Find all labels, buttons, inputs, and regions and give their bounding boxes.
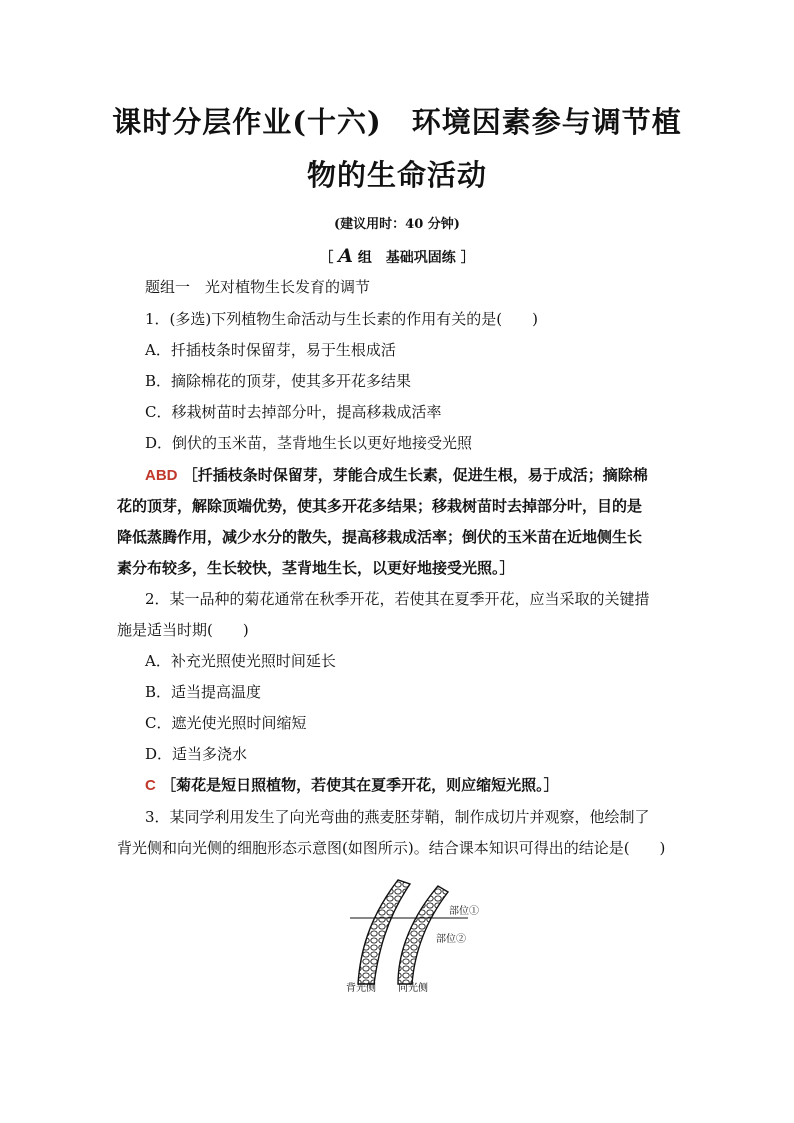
page-title-line1: 课时分层作业(十六) 环境因素参与调节植: [112, 105, 682, 139]
figure-label-part2: 部位②: [436, 934, 466, 945]
figure-label-lit-side: 向光侧: [398, 983, 428, 994]
coleoptile-cell-figure: [338, 874, 498, 1004]
q2-option-d: D．适当多浇水: [145, 745, 248, 763]
q2-explanation: ［菊花是短日照植物，若使其在夏季开花，则应缩短光照。］: [161, 776, 559, 794]
q1-explanation-line4: 素分布较多，生长较快，茎背地生长，以更好地接受光照。］: [117, 559, 515, 577]
q1-answer: [145, 460, 715, 491]
q2-option-b: B．适当提高温度: [145, 683, 262, 701]
q2-option-c: C．遮光使光照时间缩短: [145, 714, 307, 732]
q2-option-a: A．补充光照使光照时间延长: [145, 652, 336, 670]
section-heading: 题组一 光对植物生长发育的调节: [145, 278, 371, 296]
q1-option-a: A．扦插枝条时保留芽，易于生根成活: [145, 341, 396, 359]
figure-label-part1: 部位①: [449, 906, 479, 917]
q2-answer: [145, 770, 715, 801]
q1-explanation-line3: 降低蒸腾作用，减少水分的散失，提高移栽成活率；倒伏的玉米苗在近地侧生长: [117, 528, 643, 546]
q1-option-d: D．倒伏的玉米苗，茎背地生长以更好地接受光照: [145, 434, 473, 452]
page-title-line2: 物的生命活动: [306, 158, 487, 192]
group-name: 组 基础巩固练: [357, 250, 456, 266]
group-letter: A: [338, 245, 353, 267]
bracket-right: ］: [460, 250, 475, 266]
q1-explanation-line2: 花的顶芽，解除顶端优势，使其多开花多结果；移栽树苗时去掉部分叶，目的是: [117, 497, 643, 515]
q2-stem-line2: 施是适当时期( ): [117, 621, 249, 639]
q1-option-c: C．移栽树苗时去掉部分叶，提高移栽成活率: [145, 403, 442, 421]
q3-stem-line2: 背光侧和向光侧的细胞形态示意图(如图所示)。结合课本知识可得出的结论是( ): [117, 839, 666, 857]
q2-stem-line1: 2．某一品种的菊花通常在秋季开花，若使其在夏季开花，应当采取的关键措: [145, 590, 650, 608]
q1-explanation-line1: ［扦插枝条时保留芽，芽能合成生长素，促进生根，易于成活；摘除棉: [182, 466, 648, 484]
q3-stem-line1: 3．某同学利用发生了向光弯曲的燕麦胚芽鞘，制作成切片并观察，他绘制了: [145, 808, 650, 826]
group-heading: [0, 245, 794, 267]
suggested-time: (建议用时：40 分钟): [334, 217, 460, 232]
q1-answer-key: ABD: [145, 467, 178, 484]
q2-answer-key: C: [145, 777, 156, 794]
q1-option-b: B．摘除棉花的顶芽，使其多开花多结果: [145, 372, 412, 390]
q1-stem: 1．(多选)下列植物生命活动与生长素的作用有关的是( ): [145, 310, 538, 328]
figure-label-backlit-side: 背光侧: [346, 983, 376, 994]
bracket-left: ［: [319, 250, 334, 266]
